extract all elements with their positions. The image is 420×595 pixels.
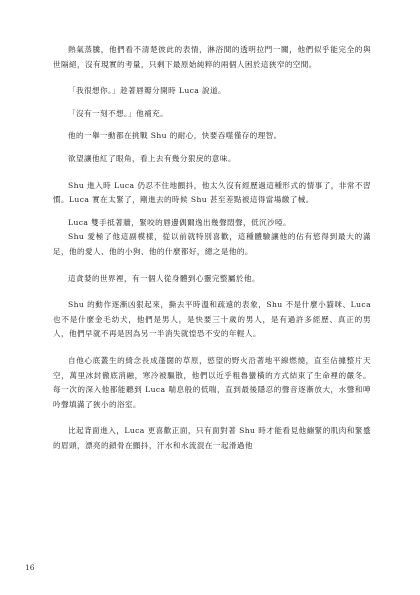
body-text [53,43,371,453]
paragraph: 他的一舉一動都在挑戰 Shu 的耐心，快要吞噬僅存的理智。 [68,131,282,141]
paragraph: Shu 愛極了他這副模樣，從以前就特別喜歡，這種體驗讓他的佔有慾得到最大的滿足，他的愛人、他的小狗、他的什麼都好，總之是他的。 [53,232,371,256]
paragraph: 「沒有一刻不想。」他補充。 [68,108,169,118]
paragraph: 「我很想你。」趁著唇瓣分開時 Luca 說道。 [68,86,227,96]
paragraph: 這貪婪的世界裡，有一個人從身體到心靈完整屬於他。 [68,273,260,283]
paragraph: 熱氣蒸騰，他們看不清楚彼此的表情，淋浴間的透明拉門一關，他們似乎能完全的與世隔絕，沒有現實的考量，只剩下最原始純粹的兩個人困於這狹窄的空間。 [53,45,371,69]
paragraph: 比起背面進入，Luca 更喜歡正面，只有面對著 Shu 時才能看見他繃緊的肌肉和緊蹙的眉頭，漂亮的鎖骨在顫抖，汗水和水流混在一起滑過他 [53,426,371,450]
paragraph: Shu 的動作逐漸凶狠起來，撕去平時溫和疏遠的表象，Shu 不是什麼小貓咪、Luca 也不是什麼金毛幼犬，他們是男人，是快要三十歲的男人，是有過許多經歷、真正的男人，他們早就不再是因為另一半消失就惶恐不安的年輕人。 [53,300,371,339]
page-number: 16 [25,563,35,572]
paragraph: Shu 進入時 Luca 仍忍不住地顫抖，他太久沒有經歷過這種形式的情事了，非常不習慣。Luca 實在太緊了，剛進去的時候 Shu 甚至差點被這得當場繳了械。 [53,180,371,205]
paragraph: 自他心底叢生的綺念長成蓬闊的草原，慾望的野火沿著地平線燃燒，直至佔據整片天空，萬里冰封徹底消融，寒冷被驅散，他們以近乎粗魯蠻橫的方式結束了生命裡的嚴冬。每一次的深入他都能聽到 Luca 喘息般的低喘，直到最後隱忍的聲音逐漸放大，水聲和呻吟聲填滿了狹小的浴室。 [53,355,371,409]
paragraph: 欲望讓他紅了眼角，看上去有幾分狠戾的意味。 [68,153,236,163]
paragraph: Luca 雙手抵著牆，緊咬的唇邊偶爾逸出幾聲悶聲，低沉沙啞。 [68,217,291,227]
